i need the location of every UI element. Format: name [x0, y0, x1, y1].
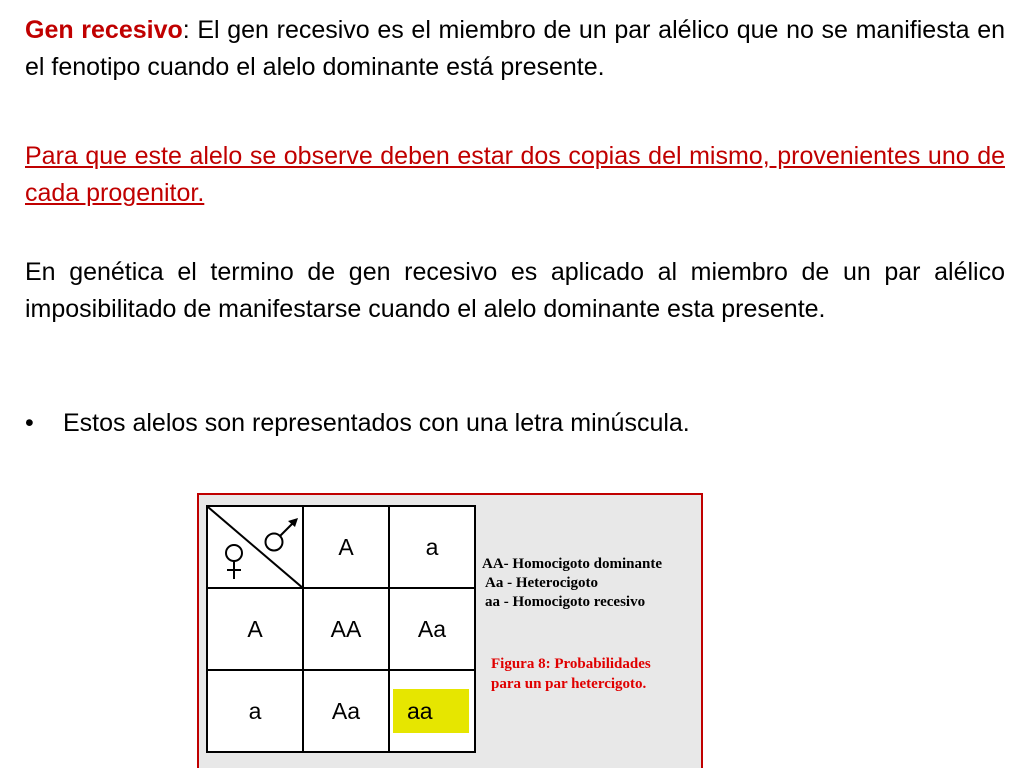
punnett-cell: AA: [303, 588, 389, 670]
bullet-text: Estos alelos son representados con una letra minúscula.: [63, 409, 690, 437]
caption-line: para un par hetercigoto.: [491, 676, 647, 692]
punnett-figure: [197, 493, 703, 768]
legend-item: Aa - Heterocigoto: [485, 575, 599, 591]
punnett-cell-highlighted: [389, 670, 475, 752]
punnett-square: [206, 505, 476, 753]
emphasis-paragraph: Para que este alelo se observe deben estar dos copias del mismo, provenientes uno de cada progenitor.: [25, 142, 1005, 207]
legend-item: AA- Homocigoto dominante: [482, 556, 662, 572]
punnett-cell: Aa: [303, 670, 389, 752]
explanation-paragraph: En genética el termino de gen recesivo es aplicado al miembro de un par alélico imposibilitado de manifestarse cuando el alelo dominante esta presente.: [25, 258, 1005, 323]
bullet-icon: •: [25, 409, 34, 437]
punnett-cell: Aa: [389, 588, 475, 670]
female-allele-header: a: [207, 670, 303, 752]
term-heading: Gen recesivo: [25, 16, 183, 44]
caption-line: Figura 8: Probabilidades: [491, 656, 651, 672]
female-symbol-icon: [226, 545, 242, 579]
punnett-corner: [207, 506, 303, 588]
figure-caption: [491, 654, 651, 694]
female-allele-header: A: [207, 588, 303, 670]
male-symbol-icon: [266, 518, 299, 551]
genotype-legend: [482, 555, 662, 612]
corner-diagonal: [208, 507, 304, 589]
highlighted-genotype: aa: [393, 689, 469, 733]
male-allele-header: a: [389, 506, 475, 588]
bullet-item: [25, 405, 690, 442]
male-allele-header: A: [303, 506, 389, 588]
legend-item: aa - Homocigoto recesivo: [485, 594, 646, 610]
definition-text: : El gen recesivo es el miembro de un par alélico que no se manifiesta en el fenotipo cuando el alelo dominante está presente.: [25, 16, 1006, 81]
definition-paragraph: [25, 12, 1005, 86]
